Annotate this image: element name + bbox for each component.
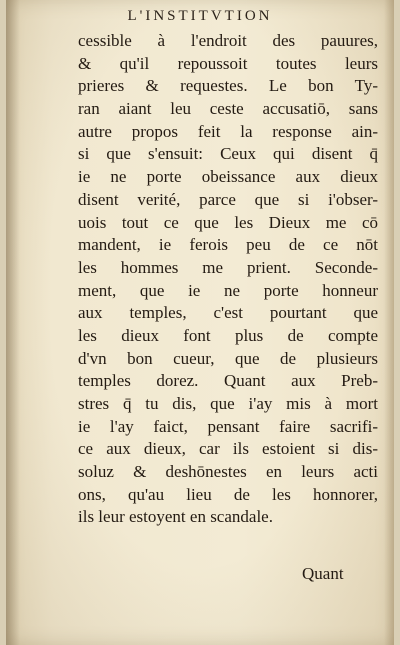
text-line: & qu'il repoussoit toutes leurs xyxy=(78,53,378,73)
book-page xyxy=(6,0,394,645)
text-line: les dieux font plus de compte xyxy=(78,325,378,345)
text-line: cessible à l'endroit des pauures, xyxy=(78,31,378,50)
text-line: ils leur estoyent en scandale. xyxy=(78,507,273,527)
text-line: ran aiant leu ceste accusatiō, sans xyxy=(78,99,378,119)
text-line: mandent, ie ferois peu de ce nōt xyxy=(78,235,378,255)
text-line: soluz & deshōnestes en leurs acti xyxy=(78,462,378,482)
text-line: ons, qu'au lieu de les honnorer, xyxy=(78,484,378,504)
text-line: aux temples, c'est pourtant que xyxy=(78,303,378,323)
text-line: temples dorez. Quant aux Preb- xyxy=(78,371,378,391)
text-line: prieres & requestes. Le bon Ty- xyxy=(78,76,378,96)
text-line: d'vn bon cueur, que de plusieurs xyxy=(78,348,378,368)
text-line: autre propos feit la response ain- xyxy=(78,121,378,141)
text-line: uois tout ce que les Dieux me cō xyxy=(78,212,378,232)
text-line: disent verité, parce que si i'obser- xyxy=(78,189,378,209)
running-head: L'INSTITVTION xyxy=(127,8,273,24)
text-line: si que s'ensuit: Ceux qui disent q̄ xyxy=(78,144,378,164)
text-line: stres q̄ tu dis, que i'ay mis à mort xyxy=(78,394,378,413)
page-edge-shadow xyxy=(384,0,394,645)
page-gutter-shadow xyxy=(6,0,20,645)
text-line: les hommes me prient. Seconde- xyxy=(78,257,378,277)
text-line: ment, que ie ne porte honneur xyxy=(78,280,378,300)
text-block xyxy=(78,30,378,529)
text-line: ie ne porte obeissance aux dieux xyxy=(78,167,378,187)
text-line: ce aux dieux, car ils estoient si dis- xyxy=(78,439,378,459)
catchword: Quant xyxy=(302,564,344,583)
text-line: ie l'ay faict, pensant faire sacrifi- xyxy=(78,416,378,436)
